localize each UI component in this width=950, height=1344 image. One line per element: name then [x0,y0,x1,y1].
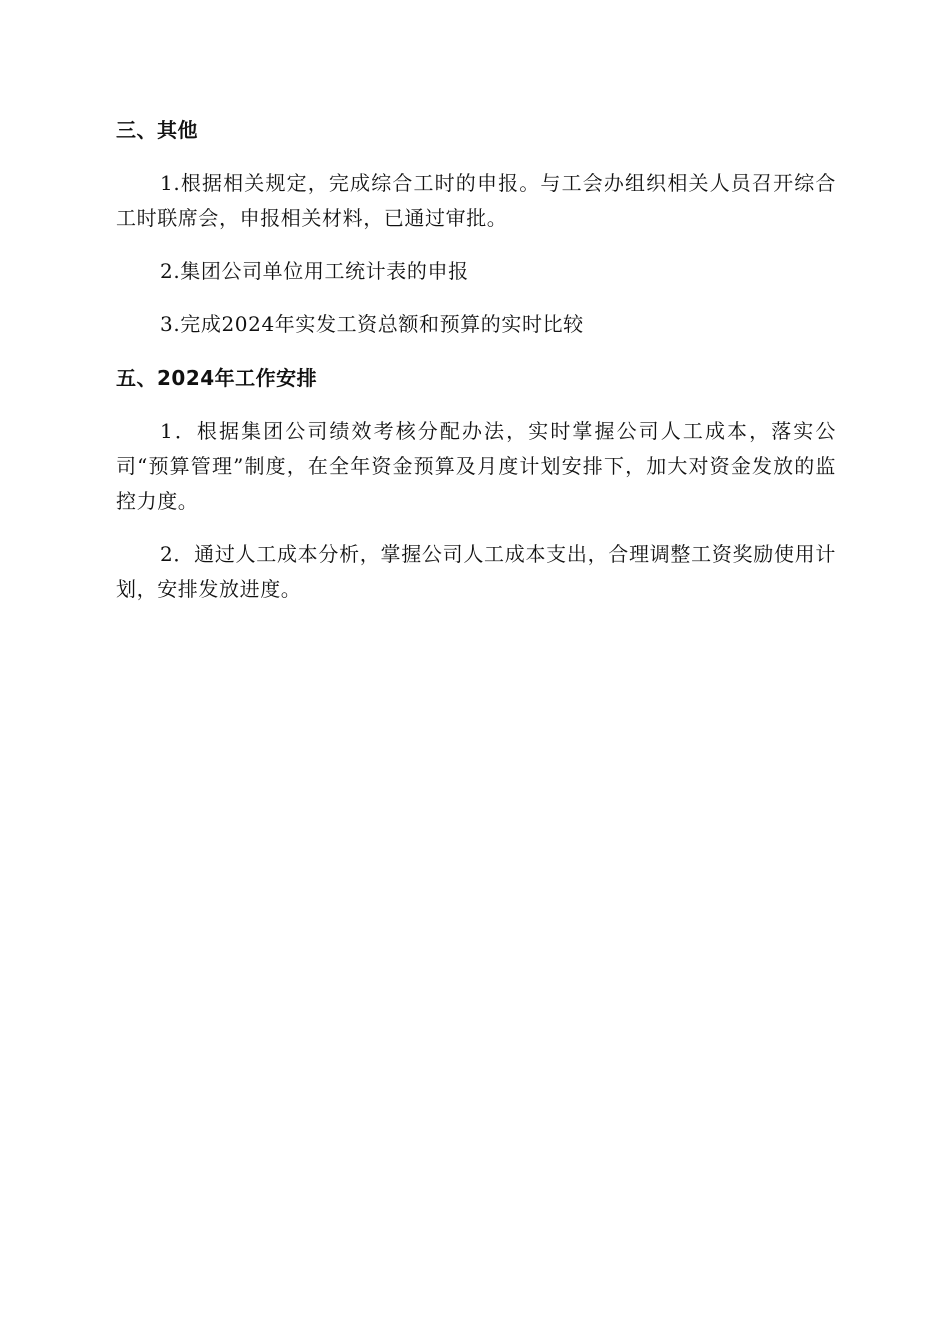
list-item: 1.根据相关规定，完成综合工时的申报。与工会办组织相关人员召开综合工时联席会，申报相关材料，已通过审批。 [116,171,836,230]
list-item: 3.完成2024年实发工资总额和预算的实时比较 [160,312,584,336]
section-heading: 三、其他 [116,118,198,142]
section-heading: 五、2024年工作安排 [116,366,318,390]
document-page [116,112,836,625]
list-item: 2．通过人工成本分析，掌握公司人工成本支出，合理调整工资奖励使用计划，安排发放进度。 [116,542,836,601]
list-item: 2.集团公司单位用工统计表的申报 [160,259,469,283]
list-item: 1．根据集团公司绩效考核分配办法，实时掌握公司人工成本，落实公司“预算管理”制度，在全年资金预算及月度计划安排下，加大对资金发放的监控力度。 [116,419,836,513]
section-2024-plan [116,360,836,607]
section-other [116,112,836,342]
